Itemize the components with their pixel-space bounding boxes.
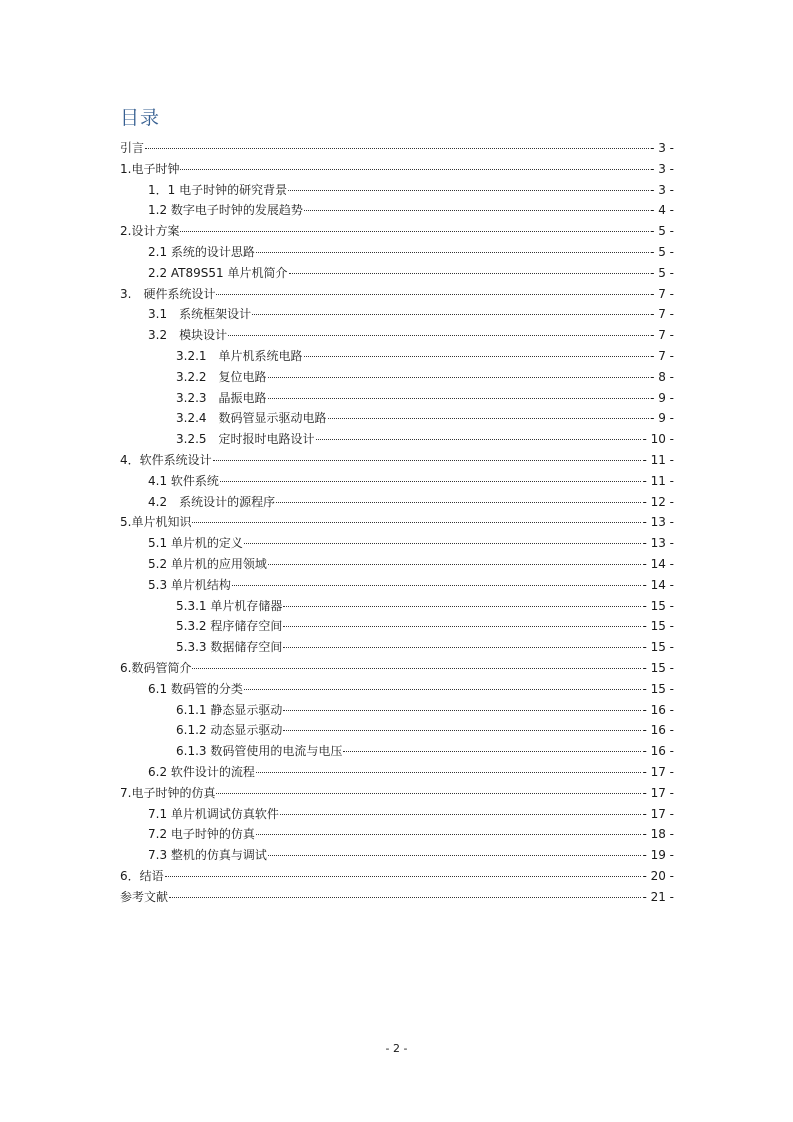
toc-dot-leader [256, 240, 649, 253]
toc-entry[interactable] [120, 138, 674, 159]
toc-entry[interactable] [120, 367, 674, 388]
toc-entry-number: 6.1.3 [176, 744, 207, 759]
toc-entry-title: 电子时钟的仿真 [167, 827, 255, 842]
toc-entry-page: - 16 - [642, 702, 674, 717]
toc-entry[interactable] [120, 554, 674, 575]
toc-entry-title: 单片机结构 [167, 577, 231, 592]
toc-entry[interactable] [120, 762, 674, 783]
toc-entry[interactable] [120, 658, 674, 679]
toc-entry-title: 单片机的应用领域 [167, 556, 267, 571]
toc-entry-page: - 15 - [642, 681, 674, 696]
toc-entry-number: 6.1.1 [176, 702, 207, 717]
toc-entry-number: 5. [120, 515, 132, 530]
toc-entry-number: 1.2 [148, 203, 168, 218]
toc-entry-number: 3.2.5 [176, 432, 207, 447]
page-number: - 2 - [385, 1042, 408, 1055]
toc-dot-leader [316, 427, 642, 440]
toc-dot-leader [256, 822, 642, 835]
toc-dot-leader [304, 344, 650, 357]
toc-entry[interactable] [120, 408, 674, 429]
toc-dot-leader [220, 469, 642, 482]
toc-entry-page: - 16 - [642, 723, 674, 738]
toc-entry-title: 软件系统设计 [139, 452, 212, 467]
toc-entry-page: - 11 - [642, 452, 674, 467]
toc-entry-number: 2.2 [148, 265, 168, 280]
toc-dot-leader [343, 739, 641, 752]
toc-entry[interactable] [120, 221, 674, 242]
toc-dot-leader [216, 282, 649, 295]
toc-entry-number: 7.2 [148, 827, 168, 842]
toc-entry[interactable] [120, 388, 674, 409]
toc-entry-page: - 17 - [642, 785, 674, 800]
toc-entry-page: - 7 - [650, 307, 674, 322]
toc-entry-number: 3.2.2 [176, 369, 207, 384]
toc-entry[interactable] [120, 346, 674, 367]
toc-entry-page: - 7 - [650, 328, 674, 343]
toc-entry-page: - 17 - [642, 764, 674, 779]
toc-dot-leader [252, 302, 649, 315]
toc-entry-page: - 5 - [650, 265, 674, 280]
toc-entry[interactable] [120, 512, 674, 533]
toc-entry[interactable] [120, 887, 674, 908]
toc-dot-leader [180, 219, 649, 232]
toc-entry-number: 4.2 [148, 494, 168, 509]
toc-entry-title: 晶振电路 [218, 390, 267, 405]
toc-dot-leader [165, 864, 642, 877]
toc-entry[interactable] [120, 429, 674, 450]
toc-entry-number: 1. [120, 161, 132, 176]
toc-entry[interactable] [120, 616, 674, 637]
toc-entry[interactable] [120, 533, 674, 554]
toc-entry-number: 5.1 [148, 536, 168, 551]
toc-entry[interactable] [120, 845, 674, 866]
toc-dot-leader [283, 614, 641, 627]
toc-dot-leader [268, 365, 650, 378]
toc-title: 目录 [120, 107, 161, 129]
toc-dot-leader [232, 573, 642, 586]
toc-entry-page: - 3 - [650, 182, 674, 197]
toc-entry[interactable] [120, 700, 674, 721]
toc-entry-number: 7.3 [148, 848, 168, 863]
toc-entry[interactable] [120, 200, 674, 221]
toc-dot-leader [244, 677, 642, 690]
toc-entry-title: 数字电子时钟的发展趋势 [167, 203, 303, 218]
toc-entry-title: 电子时钟 [131, 161, 180, 176]
toc-entry-title: 系统框架设计 [179, 307, 252, 322]
toc-entry[interactable] [120, 471, 674, 492]
toc-entry-title: 系统的设计思路 [167, 244, 255, 259]
toc-entry-page: - 19 - [642, 848, 674, 863]
toc-dot-leader [283, 698, 641, 711]
toc-dot-leader [268, 386, 650, 399]
toc-entry-page: - 3 - [650, 141, 674, 155]
toc-entry[interactable] [120, 866, 674, 887]
toc-entry-number: 3.1 [148, 307, 168, 322]
toc-entry-title: 引言 [120, 141, 145, 155]
toc-entry-title: 单片机知识 [131, 515, 192, 530]
toc-entry[interactable] [120, 824, 674, 845]
toc-dot-leader [169, 885, 641, 898]
toc-dot-leader [228, 323, 649, 336]
toc-dot-leader [289, 261, 650, 274]
toc-entry-page: - 16 - [642, 744, 674, 759]
toc-entry-number: 5.3.1 [176, 598, 207, 613]
toc-entry-number: 6.1 [148, 681, 168, 696]
toc-entry[interactable] [120, 284, 674, 305]
toc-entry-page: - 7 - [650, 348, 674, 363]
toc-entry-title: 结语 [139, 868, 164, 883]
toc-entry-title: 程序储存空间 [206, 619, 283, 634]
toc-entry-page: - 15 - [642, 640, 674, 655]
toc-entry[interactable] [120, 450, 674, 471]
toc-entry-title: 数码管使用的电流与电压 [206, 744, 343, 759]
toc-entry-number: 3.2.3 [176, 390, 207, 405]
toc-entry-page: - 15 - [642, 619, 674, 634]
toc-entry-title: 整机的仿真与调试 [167, 848, 267, 863]
toc-entry-page: - 7 - [650, 286, 674, 301]
toc-dot-leader [213, 448, 642, 461]
toc-entry-title: 静态显示驱动 [206, 702, 283, 717]
toc-entry-title: 数码管的分类 [167, 681, 243, 696]
toc-entry-page: - 5 - [650, 244, 674, 259]
toc-entry-page: - 14 - [642, 577, 674, 592]
toc-dot-leader [268, 552, 642, 565]
toc-entry[interactable] [120, 741, 674, 762]
toc-entry-title: 系统设计的源程序 [179, 494, 276, 509]
toc-entry[interactable] [120, 804, 674, 825]
toc-entry-title: 参考文献 [120, 889, 169, 904]
toc-entry-title: 数码管显示驱动电路 [218, 411, 327, 426]
toc-entry-page: - 17 - [642, 806, 674, 821]
toc-entry-page: - 8 - [650, 369, 674, 384]
toc-entry-page: - 5 - [650, 224, 674, 239]
toc-entry-title: 硬件系统设计 [143, 286, 216, 301]
toc-entry-number: 3. [120, 286, 132, 301]
toc-entry-number: 5.3 [148, 577, 168, 592]
toc-entry-title: 单片机的定义 [167, 536, 243, 551]
toc-entry[interactable] [120, 575, 674, 596]
toc-dot-leader [192, 510, 641, 523]
toc-entry-page: - 14 - [642, 556, 674, 571]
toc-entry-page: - 4 - [650, 203, 674, 218]
toc-entry-number: 4.1 [148, 473, 168, 488]
toc-entry-page: - 9 - [650, 390, 674, 405]
toc-dot-leader [276, 490, 641, 503]
toc-entry-title: 设计方案 [131, 224, 180, 239]
toc-entry-page: - 15 - [642, 660, 674, 675]
toc-list [120, 138, 674, 907]
toc-dot-leader [180, 157, 649, 170]
toc-entry-number: 1．1 [148, 182, 176, 197]
toc-entry-page: - 11 - [642, 473, 674, 488]
toc-dot-leader [268, 843, 642, 856]
toc-entry-number: 5.2 [148, 556, 168, 571]
toc-entry-title: 数据储存空间 [206, 640, 283, 655]
toc-entry-page: - 18 - [642, 827, 674, 842]
toc-entry-title: 单片机调试仿真软件 [167, 806, 279, 821]
toc-entry-page: - 12 - [642, 494, 674, 509]
toc-entry[interactable] [120, 263, 674, 284]
toc-dot-leader [304, 198, 649, 211]
toc-entry-title: 电子时钟的研究背景 [175, 182, 288, 197]
toc-entry-page: - 15 - [642, 598, 674, 613]
toc-dot-leader [288, 178, 649, 191]
toc-entry[interactable] [120, 783, 674, 804]
toc-dot-leader [280, 802, 642, 815]
toc-entry-title: 电子时钟的仿真 [131, 785, 216, 800]
toc-entry-page: - 13 - [642, 515, 674, 530]
toc-entry-number: 7. [120, 785, 132, 800]
toc-entry[interactable] [120, 637, 674, 658]
toc-entry-number: 2. [120, 224, 132, 239]
toc-entry[interactable] [120, 242, 674, 263]
toc-entry-title: AT89S51 单片机简介 [167, 265, 288, 280]
toc-entry-number: 3.2.4 [176, 411, 207, 426]
toc-entry[interactable] [120, 304, 674, 325]
toc-dot-leader [244, 531, 642, 544]
toc-entry-page: - 20 - [642, 868, 674, 883]
toc-entry-page: - 21 - [642, 889, 674, 904]
toc-dot-leader [256, 760, 642, 773]
toc-entry-number: 4． [120, 452, 140, 467]
toc-entry-number: 6． [120, 868, 140, 883]
toc-entry-title: 模块设计 [179, 328, 228, 343]
toc-dot-leader [192, 656, 641, 669]
toc-entry-number: 2.1 [148, 244, 168, 259]
toc-entry-number: 6.2 [148, 764, 168, 779]
toc-dot-leader [283, 718, 641, 731]
toc-entry-page: - 3 - [650, 161, 674, 176]
toc-entry-number: 6. [120, 660, 132, 675]
toc-entry-title: 复位电路 [218, 369, 267, 384]
toc-entry-number: 7.1 [148, 806, 168, 821]
toc-entry-title: 数码管简介 [131, 660, 192, 675]
toc-entry-number: 6.1.2 [176, 723, 207, 738]
toc-dot-leader [328, 406, 650, 419]
toc-entry-title: 定时报时电路设计 [218, 432, 315, 447]
toc-entry-title: 动态显示驱动 [206, 723, 283, 738]
toc-entry[interactable] [120, 720, 674, 741]
toc-entry-title: 软件系统 [167, 473, 219, 488]
toc-entry[interactable] [120, 180, 674, 201]
toc-entry[interactable] [120, 325, 674, 346]
toc-entry-page: - 10 - [642, 432, 674, 447]
toc-entry-number: 5.3.2 [176, 619, 207, 634]
toc-dot-leader [283, 635, 641, 648]
toc-entry-title: 单片机系统电路 [218, 348, 303, 363]
toc-entry[interactable] [120, 159, 674, 180]
toc-entry-number: 5.3.3 [176, 640, 207, 655]
toc-entry-page: - 13 - [642, 536, 674, 551]
toc-entry[interactable] [120, 492, 674, 513]
toc-entry-title: 单片机存储器 [206, 598, 283, 613]
toc-dot-leader [283, 594, 641, 607]
toc-dot-leader [145, 136, 649, 149]
toc-entry-number: 3.2 [148, 328, 168, 343]
toc-entry-title: 软件设计的流程 [167, 764, 255, 779]
toc-entry-number: 3.2.1 [176, 348, 207, 363]
toc-entry-page: - 9 - [650, 411, 674, 426]
toc-entry[interactable] [120, 596, 674, 617]
toc-entry[interactable] [120, 679, 674, 700]
toc-dot-leader [216, 781, 641, 794]
